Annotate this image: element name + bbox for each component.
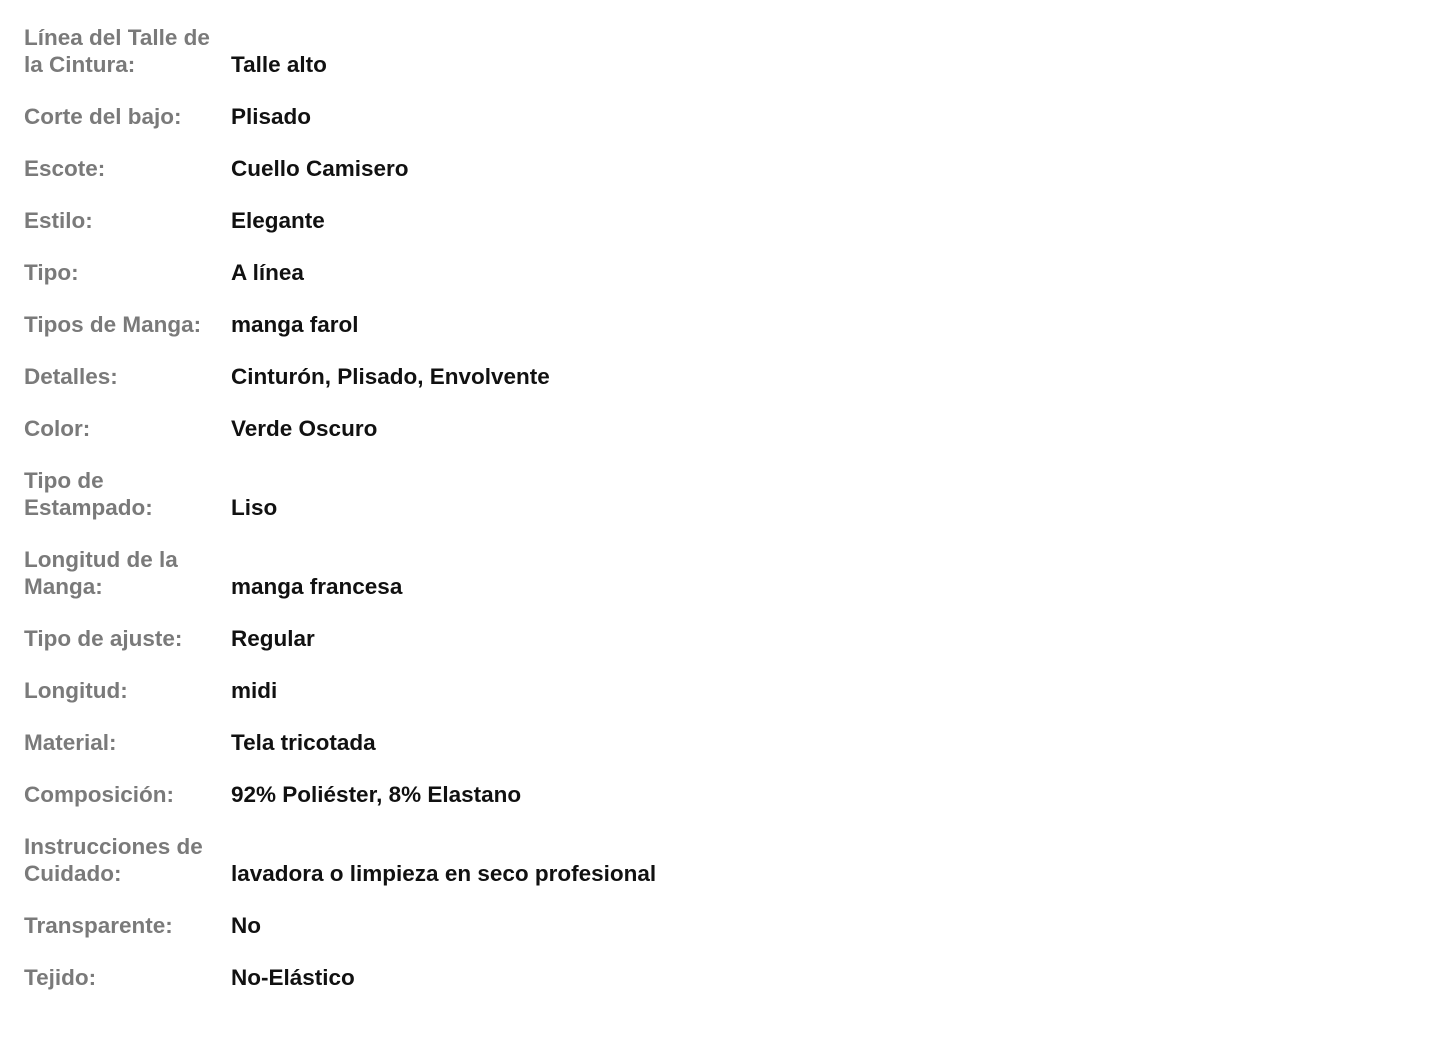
spec-row-sheer (24, 912, 1424, 939)
spec-value: Elegante (231, 208, 325, 233)
spec-row-type (24, 259, 1424, 286)
spec-value: Regular (231, 626, 315, 651)
spec-value: Talle alto (231, 52, 327, 77)
spec-row-length (24, 677, 1424, 704)
spec-value: Cinturón, Plisado, Envolvente (231, 364, 550, 389)
spec-row-care-instructions (24, 833, 1424, 887)
spec-row-hem-shaped (24, 103, 1424, 130)
spec-value: 92% Poliéster, 8% Elastano (231, 782, 522, 807)
spec-value: Plisado (231, 104, 312, 129)
spec-label: Escote: (24, 156, 106, 181)
spec-label: Tipo: (24, 260, 79, 285)
spec-label: Tipos de Manga: (24, 312, 202, 337)
spec-value: midi (231, 678, 278, 703)
spec-label: Línea del Talle de la Cintura: (24, 25, 210, 77)
spec-label: Detalles: (24, 364, 118, 389)
spec-row-waistline (24, 24, 1424, 78)
spec-label: Tipo de Estampado: (24, 468, 153, 520)
spec-label: Material: (24, 730, 117, 755)
spec-value: No (231, 913, 261, 938)
spec-row-pattern-type (24, 467, 1424, 521)
spec-row-material (24, 729, 1424, 756)
spec-label: Composición: (24, 782, 174, 807)
spec-label: Instrucciones de Cuidado: (24, 834, 203, 886)
spec-value: lavadora o limpieza en seco profesional (231, 861, 657, 886)
spec-row-composition (24, 781, 1424, 808)
spec-row-fabric (24, 964, 1424, 991)
product-spec-list (24, 24, 1424, 1016)
spec-row-neckline (24, 155, 1424, 182)
spec-value: Cuello Camisero (231, 156, 409, 181)
spec-label: Longitud: (24, 678, 128, 703)
spec-value: No-Elástico (231, 965, 355, 990)
spec-value: manga farol (231, 312, 359, 337)
spec-row-sleeve-length (24, 546, 1424, 600)
spec-label: Estilo: (24, 208, 93, 233)
spec-label: Longitud de la Manga: (24, 547, 178, 599)
spec-row-sleeve-type (24, 311, 1424, 338)
spec-row-color (24, 415, 1424, 442)
spec-value: Liso (231, 495, 278, 520)
spec-label: Tipo de ajuste: (24, 626, 183, 651)
spec-value: manga francesa (231, 574, 403, 599)
spec-label: Color: (24, 416, 91, 441)
spec-row-details (24, 363, 1424, 390)
spec-label: Tejido: (24, 965, 97, 990)
spec-value: Verde Oscuro (231, 416, 378, 441)
spec-row-style (24, 207, 1424, 234)
spec-value: A línea (231, 260, 304, 285)
spec-value: Tela tricotada (231, 730, 376, 755)
spec-row-fit-type (24, 625, 1424, 652)
spec-label: Corte del bajo: (24, 104, 182, 129)
spec-label: Transparente: (24, 913, 173, 938)
